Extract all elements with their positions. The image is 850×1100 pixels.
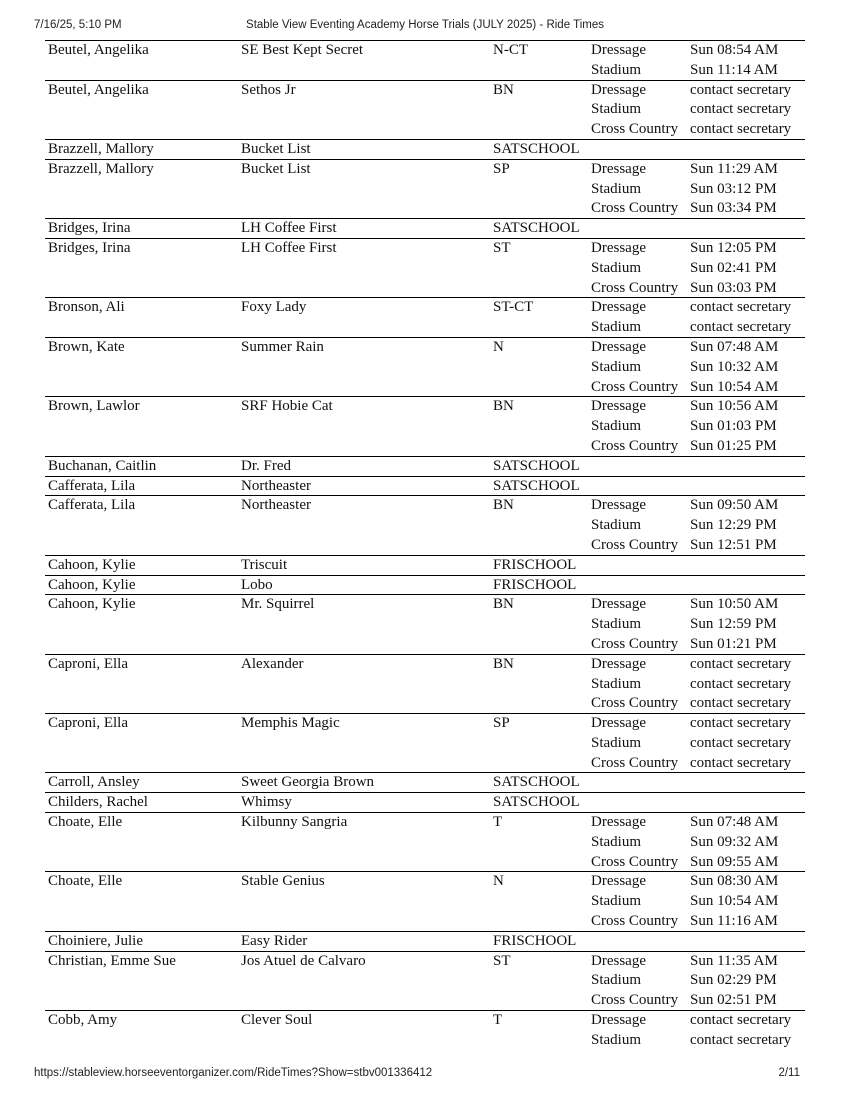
- ride-time: Sun 12:29 PM: [690, 517, 777, 534]
- table-row: [45, 595, 805, 654]
- time-list: [690, 952, 778, 1011]
- phase-name: Cross Country: [591, 279, 679, 296]
- division-code: BN: [493, 596, 514, 613]
- horse-name: Bucket List: [241, 140, 311, 157]
- table-row: [45, 556, 805, 576]
- ride-time: Sun 09:55 AM: [690, 853, 779, 870]
- table-row: [45, 952, 805, 1011]
- phase-name: Dressage: [591, 338, 646, 355]
- phase-list: [591, 338, 678, 397]
- table-row: [45, 140, 805, 160]
- ride-time: Sun 02:51 PM: [690, 992, 777, 1009]
- ride-time: Sun 03:03 PM: [690, 279, 777, 296]
- ride-time: Sun 11:29 AM: [690, 160, 778, 177]
- phase-name: Stadium: [591, 616, 642, 633]
- page-url: https://stableview.horseeventorganizer.com/RideTimes?Show=stbv001336412: [34, 1067, 433, 1079]
- time-list: [690, 41, 778, 81]
- table-row: [45, 793, 805, 813]
- horse-name: Foxy Lady: [241, 299, 307, 316]
- division-code: SATSCHOOL: [493, 774, 580, 791]
- phase-name: Stadium: [591, 259, 642, 276]
- rider-name: Childers, Rachel: [48, 794, 148, 811]
- phase-name: Cross Country: [591, 437, 679, 454]
- ride-time: Sun 08:54 AM: [690, 42, 779, 58]
- rider-name: Beutel, Angelika: [48, 42, 149, 58]
- ride-time: Sun 01:03 PM: [690, 418, 777, 435]
- phase-name: Stadium: [591, 972, 642, 989]
- ride-time: contact secretary: [690, 1012, 792, 1029]
- table-row: [45, 219, 805, 239]
- phase-name: Dressage: [591, 655, 646, 672]
- phase-name: Stadium: [591, 101, 642, 118]
- phase-name: Dressage: [591, 596, 646, 613]
- phase-list: [591, 714, 678, 773]
- phase-name: Dressage: [591, 1012, 646, 1029]
- horse-name: Jos Atuel de Calvaro: [241, 952, 366, 969]
- phase-name: Stadium: [591, 893, 642, 910]
- phase-list: [591, 496, 678, 555]
- horse-name: Northeaster: [241, 477, 311, 494]
- phase-name: Stadium: [591, 180, 642, 197]
- ride-time: Sun 10:56 AM: [690, 398, 779, 415]
- table-row: [45, 239, 805, 298]
- phase-list: [591, 952, 678, 1011]
- rider-name: Brown, Lawlor: [48, 398, 140, 415]
- division-code: FRISCHOOL: [493, 932, 577, 949]
- division-code: ST: [493, 952, 511, 969]
- horse-name: SE Best Kept Secret: [241, 42, 364, 58]
- phase-name: Stadium: [591, 418, 642, 435]
- phase-name: Dressage: [591, 398, 646, 415]
- ride-times-table: [45, 40, 805, 1050]
- time-list: [690, 1011, 791, 1051]
- ride-time: Sun 10:54 AM: [690, 893, 779, 910]
- division-code: SP: [493, 715, 510, 732]
- phase-name: Stadium: [591, 358, 642, 375]
- time-list: [690, 655, 791, 714]
- phase-name: Stadium: [591, 675, 642, 692]
- table-row: [45, 496, 805, 555]
- rider-name: Cafferata, Lila: [48, 497, 136, 514]
- table-row: [45, 872, 805, 931]
- rider-name: Bridges, Irina: [48, 239, 131, 256]
- phase-name: Stadium: [591, 319, 642, 336]
- ride-time: Sun 07:48 AM: [690, 338, 779, 355]
- phase-name: Dressage: [591, 873, 646, 890]
- horse-name: Easy Rider: [241, 932, 308, 949]
- rider-name: Brazzell, Mallory: [48, 140, 154, 157]
- phase-name: Stadium: [591, 1031, 642, 1048]
- ride-time: contact secretary: [690, 121, 792, 138]
- ride-time: Sun 01:25 PM: [690, 437, 777, 454]
- horse-name: Lobo: [241, 576, 273, 593]
- rider-name: Carroll, Ansley: [48, 774, 140, 791]
- phase-list: [591, 1011, 646, 1051]
- horse-name: Stable Genius: [241, 873, 325, 890]
- division-code: FRISCHOOL: [493, 556, 577, 573]
- table-row: [45, 160, 805, 219]
- division-code: SATSCHOOL: [493, 140, 580, 157]
- phase-list: [591, 872, 678, 931]
- phase-name: Stadium: [591, 833, 642, 850]
- division-code: SATSCHOOL: [493, 794, 580, 811]
- horse-name: Mr. Squirrel: [241, 596, 315, 613]
- table-row: [45, 773, 805, 793]
- phase-name: Stadium: [591, 517, 642, 534]
- phase-list: [591, 41, 646, 81]
- division-code: N: [493, 873, 504, 890]
- phase-list: [591, 397, 678, 456]
- ride-time: Sun 07:48 AM: [690, 814, 779, 831]
- division-code: BN: [493, 497, 514, 514]
- table-row: [45, 338, 805, 397]
- ride-time: Sun 09:32 AM: [690, 833, 779, 850]
- ride-time: contact secretary: [690, 101, 792, 118]
- ride-time: contact secretary: [690, 715, 792, 732]
- phase-name: Dressage: [591, 952, 646, 969]
- phase-list: [591, 655, 678, 714]
- time-list: [690, 595, 778, 654]
- table-row: [45, 813, 805, 872]
- horse-name: Dr. Fred: [241, 457, 291, 474]
- phase-name: Dressage: [591, 42, 646, 58]
- rider-name: Caproni, Ella: [48, 655, 128, 672]
- table-row: [45, 714, 805, 773]
- phase-name: Dressage: [591, 160, 646, 177]
- division-code: SATSCHOOL: [493, 477, 580, 494]
- horse-name: LH Coffee First: [241, 220, 337, 237]
- ride-time: contact secretary: [690, 299, 792, 316]
- ride-time: Sun 03:34 PM: [690, 200, 777, 217]
- ride-time: Sun 11:14 AM: [690, 61, 778, 78]
- ride-time: contact secretary: [690, 1031, 792, 1048]
- phase-name: Cross Country: [591, 695, 679, 712]
- print-datetime: 7/16/25, 5:10 PM: [34, 19, 122, 31]
- ride-time: contact secretary: [690, 675, 792, 692]
- ride-time: Sun 02:29 PM: [690, 972, 777, 989]
- table-row: [45, 1011, 805, 1050]
- ride-time: contact secretary: [690, 695, 792, 712]
- horse-name: Summer Rain: [241, 338, 324, 355]
- rider-name: Cahoon, Kylie: [48, 556, 136, 573]
- ride-time: Sun 02:41 PM: [690, 259, 777, 276]
- table-row: [45, 298, 805, 338]
- phase-name: Dressage: [591, 299, 646, 316]
- time-list: [690, 298, 791, 338]
- time-list: [690, 239, 777, 298]
- ride-time: Sun 11:16 AM: [690, 913, 778, 930]
- ride-time: Sun 01:21 PM: [690, 635, 777, 652]
- phase-list: [591, 595, 678, 654]
- rider-name: Cahoon, Kylie: [48, 596, 136, 613]
- time-list: [690, 496, 778, 555]
- division-code: N: [493, 338, 504, 355]
- phase-name: Cross Country: [591, 200, 679, 217]
- ride-time: Sun 03:12 PM: [690, 180, 777, 197]
- division-code: SATSCHOOL: [493, 457, 580, 474]
- horse-name: Kilbunny Sangria: [241, 814, 348, 831]
- horse-name: Sethos Jr: [241, 81, 296, 98]
- ride-time: Sun 11:35 AM: [690, 952, 778, 969]
- ride-time: Sun 10:50 AM: [690, 596, 779, 613]
- phase-name: Cross Country: [591, 754, 679, 771]
- phase-list: [591, 239, 678, 298]
- table-row: [45, 655, 805, 714]
- ride-time: Sun 09:50 AM: [690, 497, 779, 514]
- ride-time: Sun 12:59 PM: [690, 616, 777, 633]
- rider-name: Buchanan, Caitlin: [48, 457, 157, 474]
- phase-name: Stadium: [591, 61, 642, 78]
- rider-name: Brazzell, Mallory: [48, 160, 154, 177]
- table-row: [45, 41, 805, 81]
- rider-name: Cahoon, Kylie: [48, 576, 136, 593]
- ride-time: Sun 08:30 AM: [690, 873, 779, 890]
- time-list: [690, 813, 778, 872]
- page-title: Stable View Eventing Academy Horse Trials (JULY 2025) - Ride Times: [246, 19, 604, 31]
- phase-name: Dressage: [591, 497, 646, 514]
- table-row: [45, 457, 805, 477]
- horse-name: Clever Soul: [241, 1012, 313, 1029]
- division-code: BN: [493, 81, 514, 98]
- phase-name: Dressage: [591, 81, 646, 98]
- division-code: BN: [493, 655, 514, 672]
- horse-name: Bucket List: [241, 160, 311, 177]
- division-code: FRISCHOOL: [493, 576, 577, 593]
- horse-name: Northeaster: [241, 497, 311, 514]
- phase-name: Dressage: [591, 715, 646, 732]
- time-list: [690, 397, 778, 456]
- phase-name: Cross Country: [591, 378, 679, 395]
- rider-name: Caproni, Ella: [48, 715, 128, 732]
- rider-name: Bronson, Ali: [48, 299, 125, 316]
- phase-name: Dressage: [591, 239, 646, 256]
- ride-time: Sun 10:54 AM: [690, 378, 779, 395]
- time-list: [690, 160, 778, 219]
- ride-time: Sun 12:05 PM: [690, 239, 777, 256]
- phase-list: [591, 813, 678, 872]
- horse-name: SRF Hobie Cat: [241, 398, 333, 415]
- horse-name: Triscuit: [241, 556, 288, 573]
- phase-name: Cross Country: [591, 536, 679, 553]
- division-code: ST-CT: [493, 299, 534, 316]
- rider-name: Cobb, Amy: [48, 1012, 118, 1029]
- horse-name: Memphis Magic: [241, 715, 340, 732]
- division-code: T: [493, 814, 503, 831]
- division-code: BN: [493, 398, 514, 415]
- table-row: [45, 576, 805, 596]
- time-list: [690, 338, 778, 397]
- division-code: ST: [493, 239, 511, 256]
- table-row: [45, 477, 805, 497]
- rider-name: Brown, Kate: [48, 338, 125, 355]
- table-row: [45, 81, 805, 140]
- ride-time: Sun 12:51 PM: [690, 536, 777, 553]
- phase-name: Stadium: [591, 734, 642, 751]
- table-row: [45, 932, 805, 952]
- phase-list: [591, 160, 678, 219]
- division-code: N-CT: [493, 42, 528, 58]
- ride-time: contact secretary: [690, 754, 792, 771]
- ride-time: Sun 10:32 AM: [690, 358, 779, 375]
- phase-name: Cross Country: [591, 121, 679, 138]
- ride-time: contact secretary: [690, 655, 792, 672]
- division-code: T: [493, 1012, 503, 1029]
- division-code: SATSCHOOL: [493, 220, 580, 237]
- page-number: 2/11: [778, 1067, 800, 1079]
- time-list: [690, 872, 778, 931]
- rider-name: Christian, Emme Sue: [48, 952, 176, 969]
- phase-list: [591, 298, 646, 338]
- horse-name: Alexander: [241, 655, 304, 672]
- rider-name: Cafferata, Lila: [48, 477, 136, 494]
- ride-time: contact secretary: [690, 319, 792, 336]
- ride-time: contact secretary: [690, 81, 792, 98]
- rider-name: Choiniere, Julie: [48, 932, 143, 949]
- phase-name: Cross Country: [591, 913, 679, 930]
- phase-name: Cross Country: [591, 635, 679, 652]
- ride-time: contact secretary: [690, 734, 792, 751]
- table-row: [45, 397, 805, 456]
- division-code: SP: [493, 160, 510, 177]
- rider-name: Choate, Elle: [48, 873, 123, 890]
- horse-name: Whimsy: [241, 794, 292, 811]
- horse-name: Sweet Georgia Brown: [241, 774, 375, 791]
- horse-name: LH Coffee First: [241, 239, 337, 256]
- phase-list: [591, 81, 678, 140]
- phase-name: Dressage: [591, 814, 646, 831]
- rider-name: Beutel, Angelika: [48, 81, 149, 98]
- phase-name: Cross Country: [591, 853, 679, 870]
- time-list: [690, 81, 791, 140]
- time-list: [690, 714, 791, 773]
- rider-name: Choate, Elle: [48, 814, 123, 831]
- rider-name: Bridges, Irina: [48, 220, 131, 237]
- phase-name: Cross Country: [591, 992, 679, 1009]
